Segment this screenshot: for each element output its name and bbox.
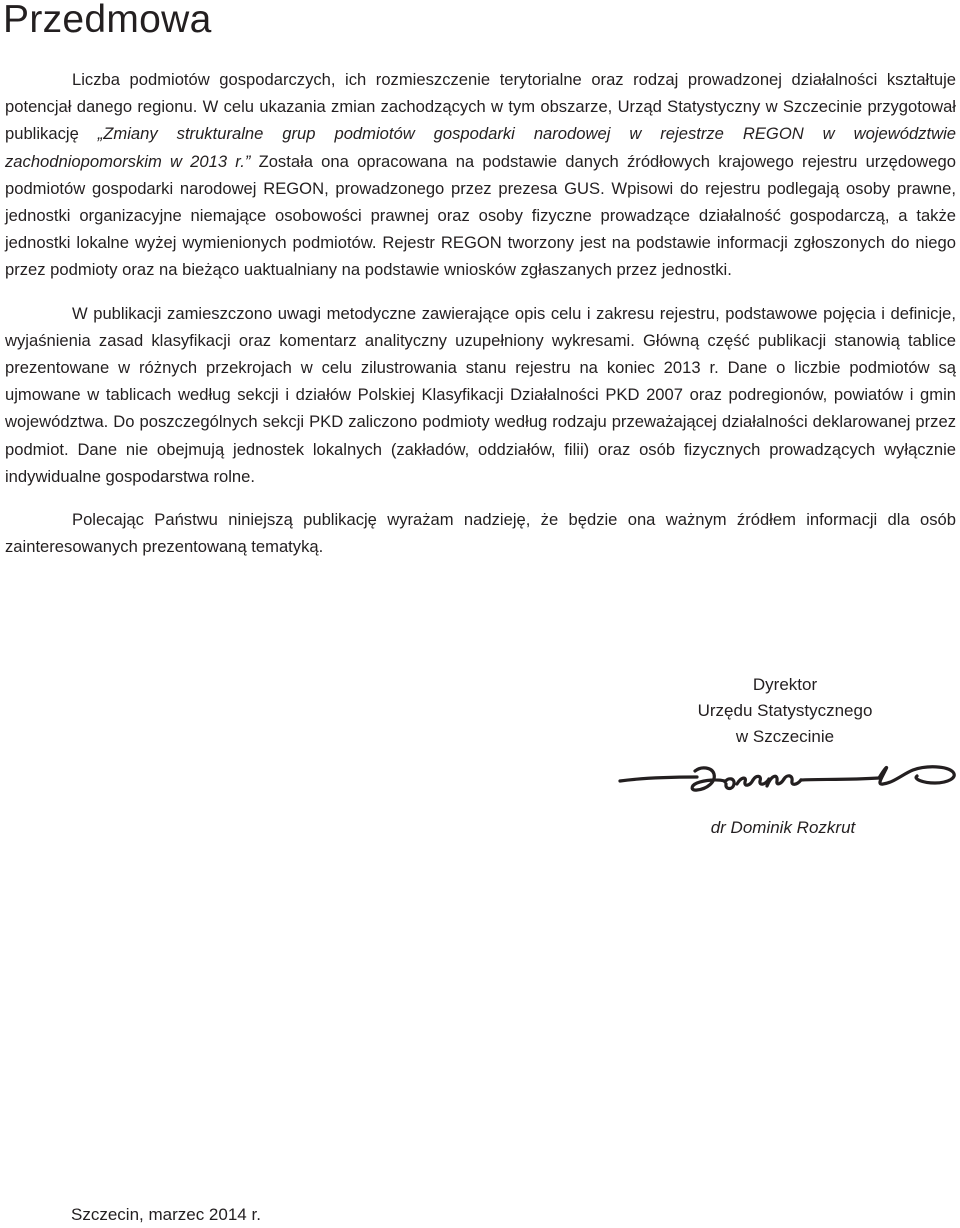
signature-block [610,672,960,750]
paragraph-1 [5,66,956,284]
preface-body [5,66,956,576]
place-date: Szczecin, marzec 2014 r. [71,1205,261,1224]
paragraph-1-text-a: Liczba podmiotów gospodarczych, ich rozmieszczenie terytorialne oraz rodzaj prowadzonej działalności kształtuje potencjał danego regionu. W celu ukazania zmian zachodzących w tym obszarze, Urząd Statystyczny w Szczecinie przygotował publikację [5,70,956,144]
paragraph-3 [5,506,956,560]
paragraph-3-text: Polecając Państwu niniejszą publikację wyrażam nadzieję, że będzie ona ważnym źródłem informacji dla osób zainteresowanych prezentowaną tematyką. [5,510,956,557]
handwritten-signature [617,762,959,802]
signer-name: dr Dominik Rozkrut [710,818,856,837]
signature-title-line: Dyrektor [752,675,818,694]
page-title: Przedmowa [3,0,212,41]
publication-title: „Zmiany strukturalne grup podmiotów gospodarki narodowej w rejestrze REGON w województwie zachodniopomorskim w 2013 r.” [5,124,956,171]
signature-office-line: Urzędu Statystycznego [697,701,873,720]
paragraph-2 [5,300,956,490]
paragraph-1-text-b: Została ona opracowana na podstawie danych źródłowych krajowego rejestru urzędowego podmiotów gospodarki narodowej REGON, prowadzonego przez prezesa GUS. Wpisowi do rejestru podlegają osoby prawne, jednostki organizacyjne niemające osobowości prawnej oraz osoby fizyczne prowadzące działalność gospodarczą, a także jednostki lokalne wyżej wymienionych podmiotów. Rejestr REGON tworzony jest na podstawie informacji zgłoszonych do niego przez podmioty oraz na bieżąco uaktualniany na podstawie wniosków zgłaszanych przez jednostki. [5,151,956,280]
signature-city-line: w Szczecinie [735,727,835,746]
paragraph-2-text: W publikacji zamieszczono uwagi metodyczne zawierające opis celu i zakresu rejestru, podstawowe pojęcia i definicje, wyjaśnienia zasad klasyfikacji oraz komentarz analityczny uzupełniony wykresami. Główną część publikacji stanowią tablice prezentowane w różnych przekrojach w celu zilustrowania stanu rejestru na koniec 2013 r. Dane o liczbie podmiotów są ujmowane w tablicach według sekcji i działów Polskiej Klasyfikacji Działalności PKD 2007 oraz podregionów, powiatów i gmin województwa. Do poszczególnych sekcji PKD zaliczono podmioty według rodzaju przeważającej działalności deklarowanej przez podmiot. Dane nie obejmują jednostek lokalnych (zakładów, oddziałów, filii) oraz osób fizycznych prowadzących wyłącznie indywidualne gospodarstwa rolne. [5,303,956,486]
